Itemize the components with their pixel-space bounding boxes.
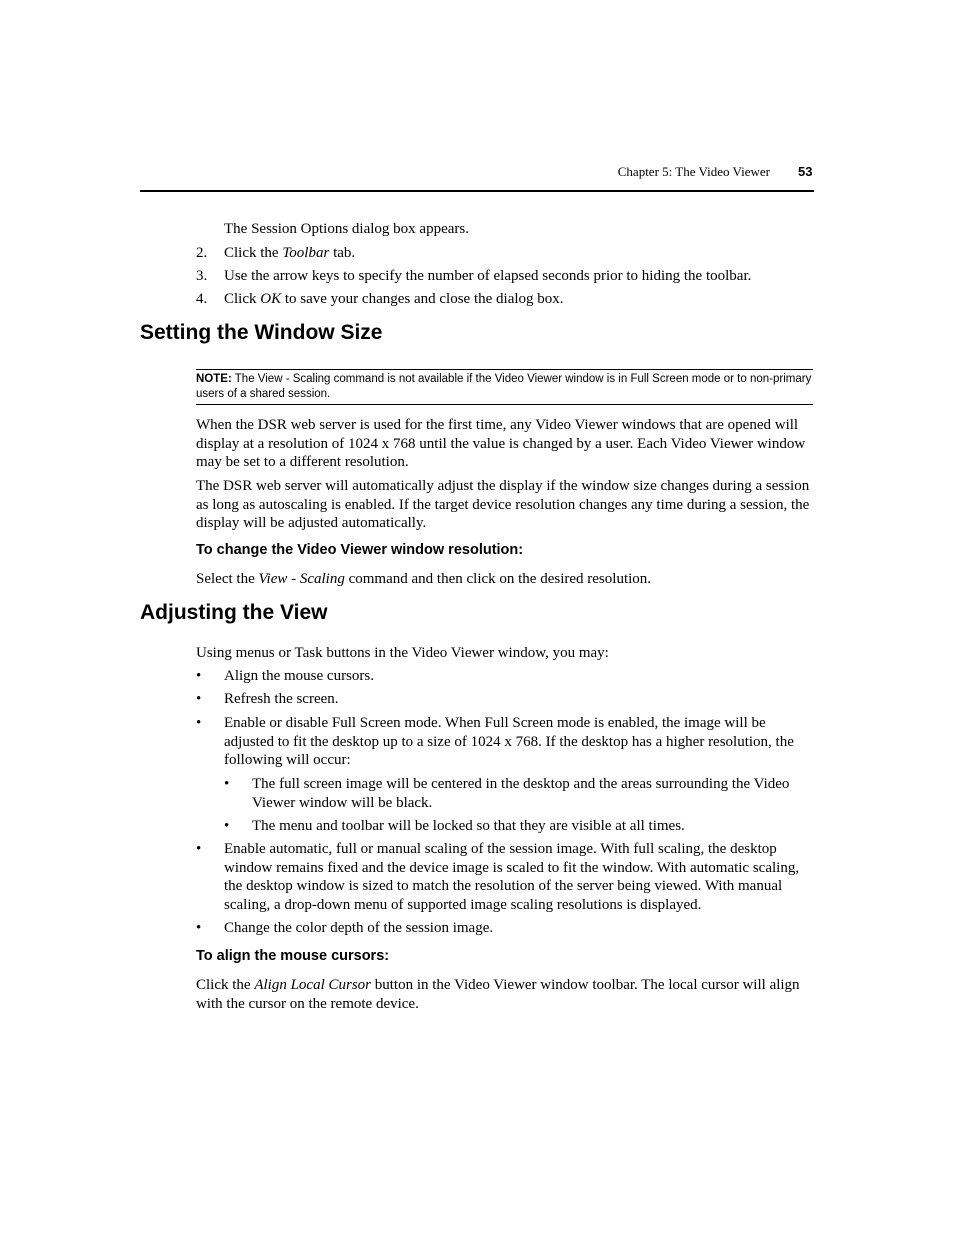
section-heading: Setting the Window Size — [140, 321, 383, 344]
bullet-item: Enable automatic, full or manual scaling of the session image. With full scaling, the desktop window remains fixed and the device image is scaled to fit the window. With automatic scaling, the desktop window is sized to match the resolution of the server being viewed. With manual scaling, a drop-down menu of supported image scaling resolutions is displayed. — [224, 841, 800, 913]
bullet-item: Change the color depth of the session image. — [224, 920, 494, 936]
bullet-marker: • — [196, 920, 202, 936]
procedure-text: Click the Align Local Cursor button in the Video Viewer window toolbar. The local cursor will align with the cursor on the remote device. — [196, 977, 800, 1012]
step-number: 3. — [196, 268, 208, 284]
procedure-heading: To change the Video Viewer window resolution: — [196, 542, 524, 558]
step-text: Click the Toolbar tab. — [224, 245, 356, 261]
step-text: Use the arrow keys to specify the number of elapsed seconds prior to hiding the toolbar. — [224, 268, 752, 284]
paragraph: When the DSR web server is used for the first time, any Video Viewer windows that are opened will display at a resolution of 1024 x 768 until the value is changed by a user. Each Video Viewer window may be set to a different resolution. — [196, 417, 806, 470]
paragraph: The DSR web server will automatically adjust the display if the window size changes during a session as long as autoscaling is enabled. If the target device resolution changes any time during a session, the display will be adjusted automatically. — [196, 478, 810, 531]
sub-bullet-marker: • — [224, 776, 230, 792]
step-continuation: The Session Options dialog box appears. — [224, 221, 469, 237]
step-number: 4. — [196, 291, 208, 307]
bullet-item: Align the mouse cursors. — [224, 668, 374, 684]
sub-bullet-marker: • — [224, 818, 230, 834]
note-label: NOTE: — [196, 373, 232, 385]
step-text: Click OK to save your changes and close the dialog box. — [224, 291, 564, 307]
sub-bullet-item: The full screen image will be centered in the desktop and the areas surrounding the Video Viewer window will be black. — [252, 776, 790, 811]
bullet-item: Refresh the screen. — [224, 691, 339, 707]
bullet-marker: • — [196, 691, 202, 707]
bullet-item: Enable or disable Full Screen mode. When Full Screen mode is enabled, the image will be adjusted to fit the desktop up to a size of 1024 x 768. If the desktop has a higher resolution, the following will occur: — [224, 715, 794, 768]
page-number: 53 — [798, 164, 813, 179]
procedure-heading: To align the mouse cursors: — [196, 948, 390, 964]
header-rule — [140, 190, 814, 192]
section-heading: Adjusting the View — [140, 601, 328, 624]
bullet-marker: • — [196, 715, 202, 731]
step-number: 2. — [196, 245, 208, 261]
bullet-marker: • — [196, 841, 202, 857]
running-header-chapter: Chapter 5: The Video Viewer — [617, 164, 770, 179]
paragraph: Using menus or Task buttons in the Video Viewer window, you may: — [196, 645, 609, 661]
note-text: The View - Scaling command is not available if the Video Viewer window is in Full Screen mode or to non-primary users of a shared session. — [196, 373, 812, 400]
procedure-text: Select the View - Scaling command and then click on the desired resolution. — [196, 571, 652, 587]
note-box — [196, 369, 813, 405]
bullet-marker: • — [196, 668, 202, 684]
sub-bullet-item: The menu and toolbar will be locked so that they are visible at all times. — [252, 818, 685, 834]
